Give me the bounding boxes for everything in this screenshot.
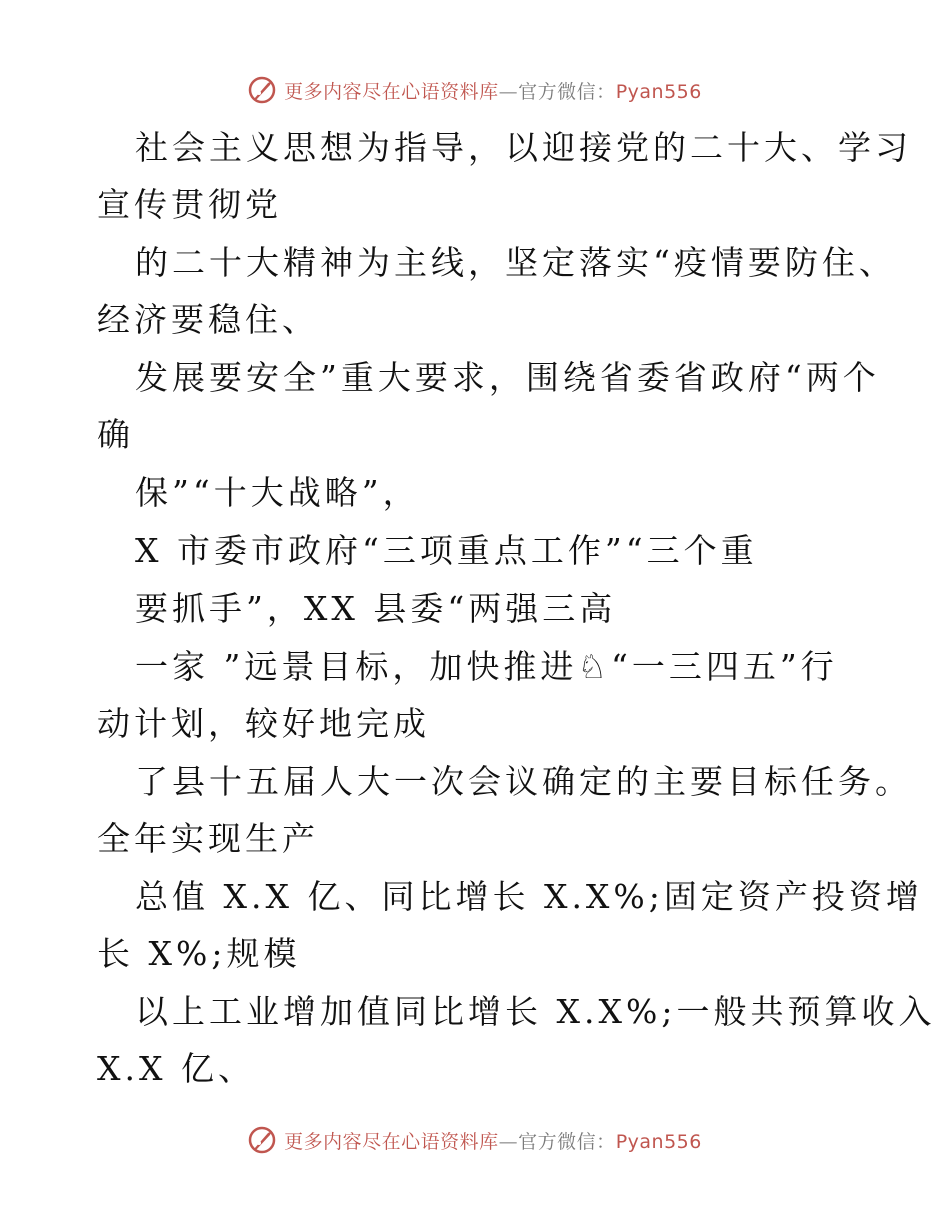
text-line: 确 <box>97 415 134 454</box>
text-line: 发展要安全”重大要求，围绕省委省政府“两个 <box>135 358 880 397</box>
text-line: 宣传贯彻党 <box>97 185 282 224</box>
text-line: 了县十五届人大一次会议确定的主要目标任务。 <box>135 762 912 801</box>
quill-logo-icon <box>248 1125 278 1155</box>
text-line: X.X 亿、 <box>97 1049 255 1088</box>
watermark-site: 更多内容尽在心语资料库 <box>284 80 499 103</box>
text-line: 动计划，较好地完成 <box>97 704 430 743</box>
watermark-wechat-label: 官方微信： <box>518 80 616 103</box>
text-line: 长 X%;规模 <box>97 934 301 973</box>
watermark-text <box>284 1127 702 1154</box>
watermark-separator: — <box>498 80 519 103</box>
text-line: 的二十大精神为主线，坚定落实“疫情要防住、 <box>135 243 896 282</box>
text-line: 经济要稳住、 <box>97 300 319 339</box>
text-line: 要抓手”，XX 县委“两强三高 <box>135 589 617 628</box>
footer-watermark <box>0 1120 950 1160</box>
text-line: X 市委市政府“三项重点工作”“三个重 <box>135 531 758 570</box>
watermark-wechat-label: 官方微信： <box>518 1130 616 1153</box>
watermark-wechat-id: Pyan556 <box>615 1130 702 1153</box>
text-line: 总值 X.X 亿、同比增长 X.X%;固定资产投资增 <box>135 877 923 916</box>
watermark-separator: — <box>498 1130 519 1153</box>
text-line: 一家 ”远景目标，加快推进♘“一三四五”行 <box>135 647 838 686</box>
text-line: 保”“十大战略”， <box>135 473 420 512</box>
text-line: 全年实现生产 <box>97 819 319 858</box>
text-line: 以上工业增加值同比增长 X.X%;一般共预算收入 <box>135 992 936 1031</box>
watermark-site: 更多内容尽在心语资料库 <box>284 1130 499 1153</box>
text-line: 社会主义思想为指导，以迎接党的二十大、学习 <box>135 128 912 167</box>
watermark-wechat-id: Pyan556 <box>615 80 702 103</box>
